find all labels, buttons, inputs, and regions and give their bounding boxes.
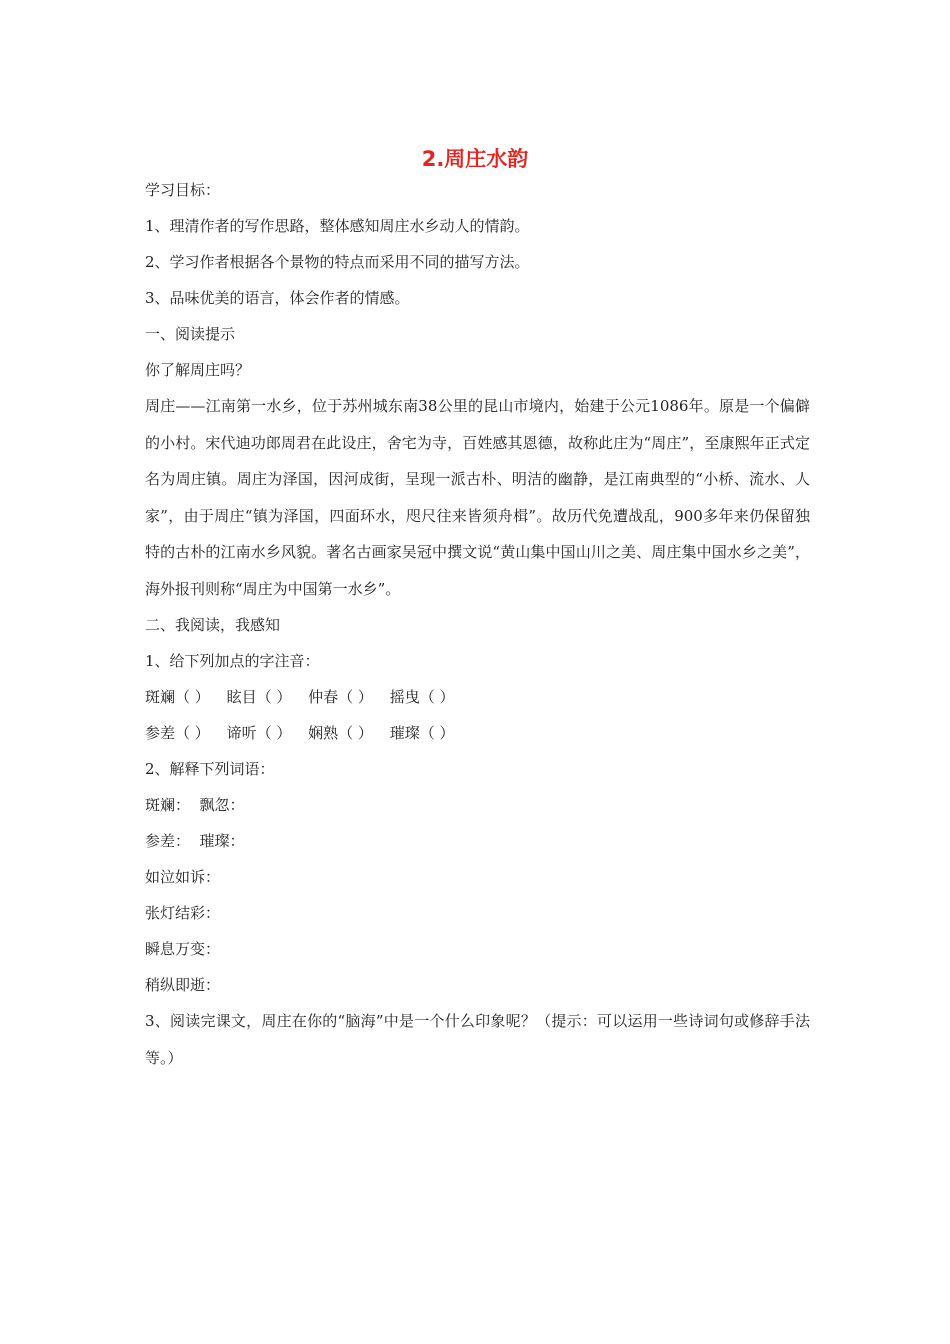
pinyin-item: 谛听（ ） [226,724,292,742]
intro-paragraph: 周庄——江南第一水乡，位于苏州城东南38公里的昆山市境内，始建于公元1086年。原是一个偏僻的小村。宋代迪功郎周君在此设庄，舍宅为寺，百姓感其恩德，故称此庄为“周庄”，至康熙年正式定名为周庄镇。周庄为泽国，因河成街，呈现一派古朴、明洁的幽静，是江南典型的“小桥、流水、人家”，由于周庄“镇为泽国，四面环水，咫尺往来皆须舟楫”。故历代免遭战乱，900多年来仍保留独特的古朴的江南水乡风貌。著名古画家吴冠中撰文说“黄山集中国山川之美、周庄集中国水乡之美”，海外报刊则称“周庄为中国第一水乡”。 [145,397,810,598]
pinyin-row-2 [145,715,810,751]
pinyin-item: 仲春（ ） [308,688,373,706]
section1-heading: 一、阅读提示 [145,325,236,343]
vocab-line: 斑斓： 飘忽： [145,796,245,814]
goal-item: 1、理清作者的写作思路，整体感知周庄水乡动人的情韵。 [145,217,530,235]
pinyin-item: 眩目（ ） [226,688,292,706]
vocab-line: 参差： 璀璨： [145,832,245,850]
section1-question: 你了解周庄吗？ [145,361,251,379]
vocab-line: 稍纵即逝： [145,976,221,994]
section2-heading: 二、我阅读，我感知 [145,616,281,634]
vocab-line: 如泣如诉： [145,868,221,886]
goal-item: 3、品味优美的语言，体会作者的情感。 [145,289,410,307]
pinyin-item: 璀璨（ ） [389,724,455,742]
page-title: 2.周庄水韵 [421,147,529,171]
pinyin-item: 摇曳（ ） [389,688,455,706]
pinyin-item: 斑斓（ ） [145,688,210,706]
vocab-line: 瞬息万变： [145,940,221,958]
goals-heading: 学习目标： [145,181,221,199]
pinyin-item: 娴熟（ ） [308,724,373,742]
pinyin-item: 参差（ ） [145,724,210,742]
pinyin-row-1 [145,679,810,715]
q2-prompt: 2、解释下列词语： [145,760,275,778]
q3-prompt: 3、阅读完课文，周庄在你的“脑海”中是一个什么印象呢？（提示：可以运用一些诗词句或修辞手法等。） [145,1012,810,1067]
q1-prompt: 1、给下列加点的字注音： [145,652,320,670]
document-body [145,172,810,1076]
goal-item: 2、学习作者根据各个景物的特点而采用不同的描写方法。 [145,253,530,271]
vocab-line: 张灯结彩： [145,904,221,922]
